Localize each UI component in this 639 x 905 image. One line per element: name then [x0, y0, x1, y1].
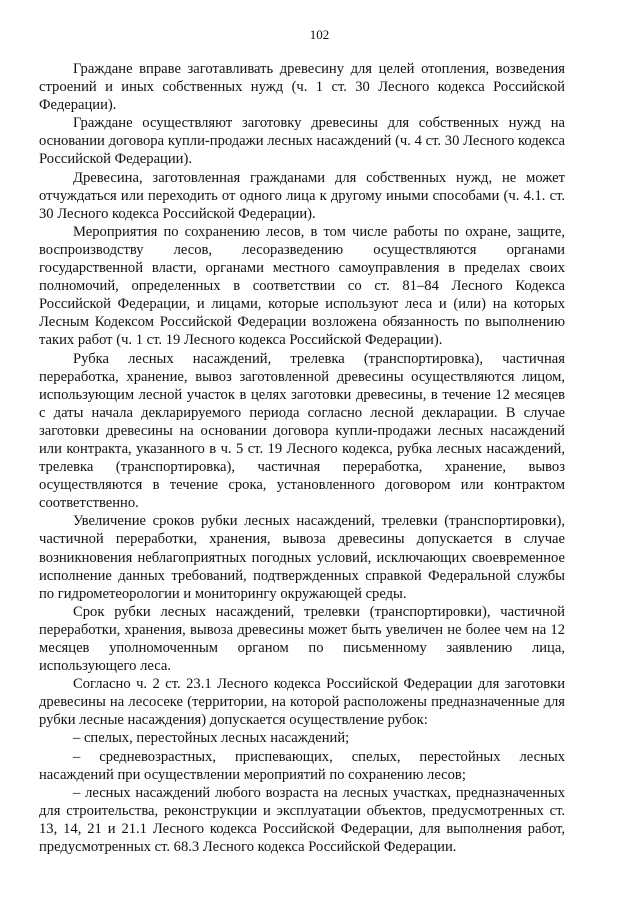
- paragraph-permitted-fellings: Согласно ч. 2 ст. 23.1 Лесного кодекса Российской Федерации для заготовки древесины на лесосеке (территории, на которой расположены предназначенные для рубки лесные насаждения) допускается осуществление рубок:: [39, 676, 565, 729]
- list-item: – лесных насаждений любого возраста на лесных участках, предназначенных для строительства, реконструкции и эксплуатации объектов, предусмотренных ст. 13, 14, 21 и 21.1 Лесного кодекса Российской Федерации, для выполнения работ, предусмотренных ст. 68.3 Лесного кодекса Российской Федерации.: [39, 784, 565, 856]
- paragraph-forest-conservation: Мероприятия по сохранению лесов, в том числе работы по охране, защите, воспроизводству лесов, лесоразведению осуществляются органами государственной власти, органами местного самоуправления в пределах своих полномочий, определенных в соответствии со ст. 81–84 Лесного Кодекса Российской Федерации, и лицами, которые используют леса и (или) на которых Лесным Кодексом Российской Федерации возложена обязанность по выполнению таких работ (ч. 1 ст. 19 Лесного кодекса Российской Федерации).: [39, 223, 565, 349]
- paragraph-extension-weather: Увеличение сроков рубки лесных насаждений, трелевки (транспортировки), частичной переработки, хранения, вывоза древесины допускается в случае возникновения неблагоприятных погодных условий, исключающих своевременное исполнение данных требований, подтвержденных справкой Федеральной службы по гидрометеорологии и мониторингу окружающей среды.: [39, 513, 565, 602]
- paragraph-alienation-ban: Древесина, заготовленная гражданами для собственных нужд, не может отчуждаться или переходить от одного лица к другому иными способами (ч. 4.1. ст. 30 Лесного кодекса Российской Федерации).: [39, 169, 565, 222]
- paragraph-felling-period: Рубка лесных насаждений, трелевка (транспортировка), частичная переработка, хранение, вывоз заготовленной древесины осуществляются лицом, использующим лесной участок в целях заготовки древесины, в течение 12 месяцев с даты начала декларируемого периода согласно лесной декларации. В случае заготовки древесины на основании договора купли-продажи лесных насаждений или контракта, указанного в ч. 5 ст. 19 Лесного кодекса, рубка лесных насаждений, трелевка (транспортировка), частичная переработка, хранение, вывоз осуществляются в течение срока, установленного договором или контрактом соответственно.: [39, 350, 565, 512]
- paragraph-firewood-right: Граждане вправе заготавливать древесину для целей отопления, возведения строений и иных собственных нужд (ч. 1 ст. 30 Лесного кодекса Российской Федерации).: [39, 61, 565, 114]
- page-number: 102: [309, 27, 330, 42]
- list-item: – средневозрастных, приспевающих, спелых, перестойных лесных насаждений при осуществлении мероприятий по сохранению лесов;: [39, 748, 565, 783]
- paragraph-extension-limit: Срок рубки лесных насаждений, трелевки (транспортировки), частичной переработки, хранения, вывоза древесины может быть увеличен не более чем на 12 месяцев уполномоченным органом по письменному заявлению лица, использующего леса.: [39, 603, 565, 675]
- list-item: – спелых, перестойных лесных насаждений;: [73, 730, 350, 747]
- page-body: [39, 60, 565, 856]
- paragraph-purchase-agreement: Граждане осуществляют заготовку древесины для собственных нужд на основании договора купли-продажи лесных насаждений (ч. 4 ст. 30 Лесного кодекса Российской Федерации).: [39, 115, 565, 168]
